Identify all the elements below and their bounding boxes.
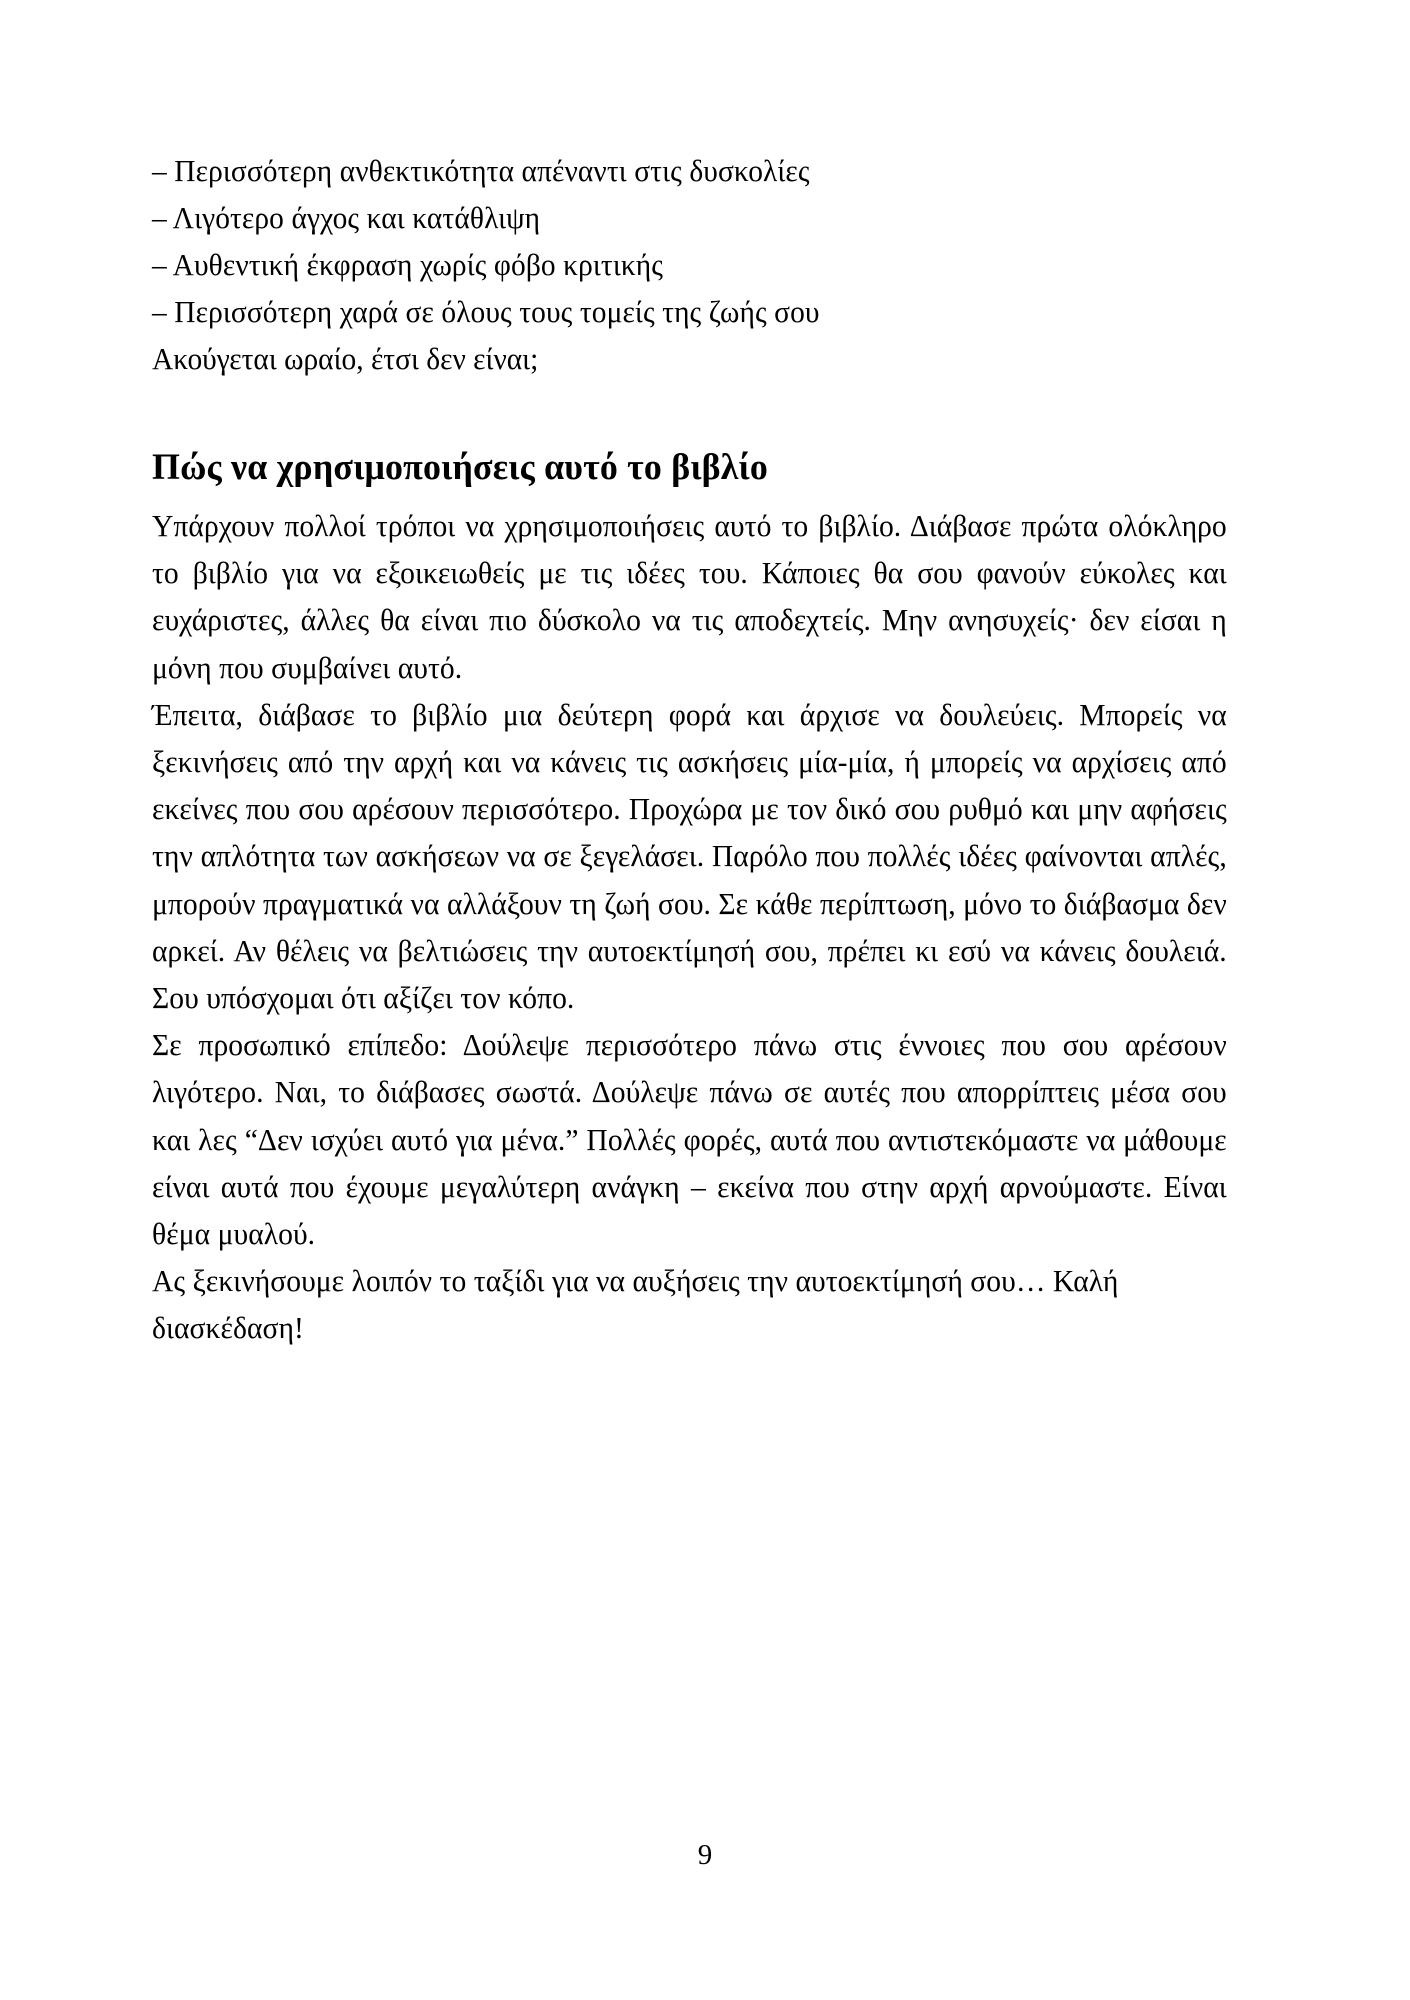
benefits-list xyxy=(152,148,1260,336)
body-paragraph-4: Ας ξεκινήσουμε λοιπόν το ταξίδι για να αυξήσεις την αυτοεκτίμησή σου… Καλή διασκέδαση! xyxy=(152,1264,1119,1346)
body-paragraph-2: Έπειτα, διάβασε το βιβλίο μια δεύτερη φορά και άρχισε να δουλεύεις. Μπορείς να ξεκινήσεις από την αρχή και να κάνεις τις ασκήσεις μία-μία, ή μπορείς να αρχίσεις από εκείνες που σου αρέσουν περισσότερο. Προχώρα με τον δικό σου ρυθμό και μην αφήσεις την απλότητα των ασκήσεων να σε ξεγελάσει. Παρόλο που πολλές ιδέες φαίνονται απλές, μπορούν πραγματικά να αλλάξουν τη ζωή σου. Σε κάθε περίπτωση, μόνο το διάβασμα δεν αρκεί. Αν θέλεις να βελτιώσεις την αυτοεκτίμησή σου, πρέπει κι εσύ να κάνεις δουλειά. Σου υπόσχομαι ότι αξίζει τον κόπο. xyxy=(152,697,1227,1016)
page-number: 9 xyxy=(697,1839,713,1871)
section-heading: Πώς να χρησιμοποιήσεις αυτό το βιβλίο xyxy=(152,447,769,488)
body-paragraph-3: Σε προσωπικό επίπεδο: Δούλεψε περισσότερο πάνω στις έννοιες που σου αρέσουν λιγότερο. Ναι, το διάβασες σωστά. Δούλεψε πάνω σε αυτές που απορρίπτεις μέσα σου και λες “Δεν ισχύει αυτό για μένα.” Πολλές φορές, αυτά που αντιστεκόμαστε να μάθουμε είναι αυτά που έχουμε μεγαλύτερη ανάγκη – εκείνα που στην αρχή αρνούμαστε. Είναι θέμα μυαλού. xyxy=(152,1028,1227,1252)
list-item: – Λιγότερο άγχος και κατάθλιψη xyxy=(152,201,541,235)
intro-closing-line: Ακούγεται ωραίο, έτσι δεν είναι; xyxy=(152,342,539,376)
list-item: – Αυθεντική έκφραση χωρίς φόβο κριτικής xyxy=(152,248,664,282)
page-content xyxy=(152,148,1260,1353)
body-paragraph-1: Υπάρχουν πολλοί τρόποι να χρησιμοποιήσεις αυτό το βιβλίο. Διάβασε πρώτα ολόκληρο το βιβλίο για να εξοικειωθείς με τις ιδέες του. Κάποιες θα σου φανούν εύκολες και ευχάριστες, άλλες θα είναι πιο δύσκολο να τις αποδεχτείς. Μην ανησυχείς· δεν είσαι η μόνη που συμβαίνει αυτό. xyxy=(152,509,1227,685)
list-item: – Περισσότερη ανθεκτικότητα απέναντι στις δυσκολίες xyxy=(152,154,810,188)
list-item: – Περισσότερη χαρά σε όλους τους τομείς της ζωής σου xyxy=(152,295,820,329)
